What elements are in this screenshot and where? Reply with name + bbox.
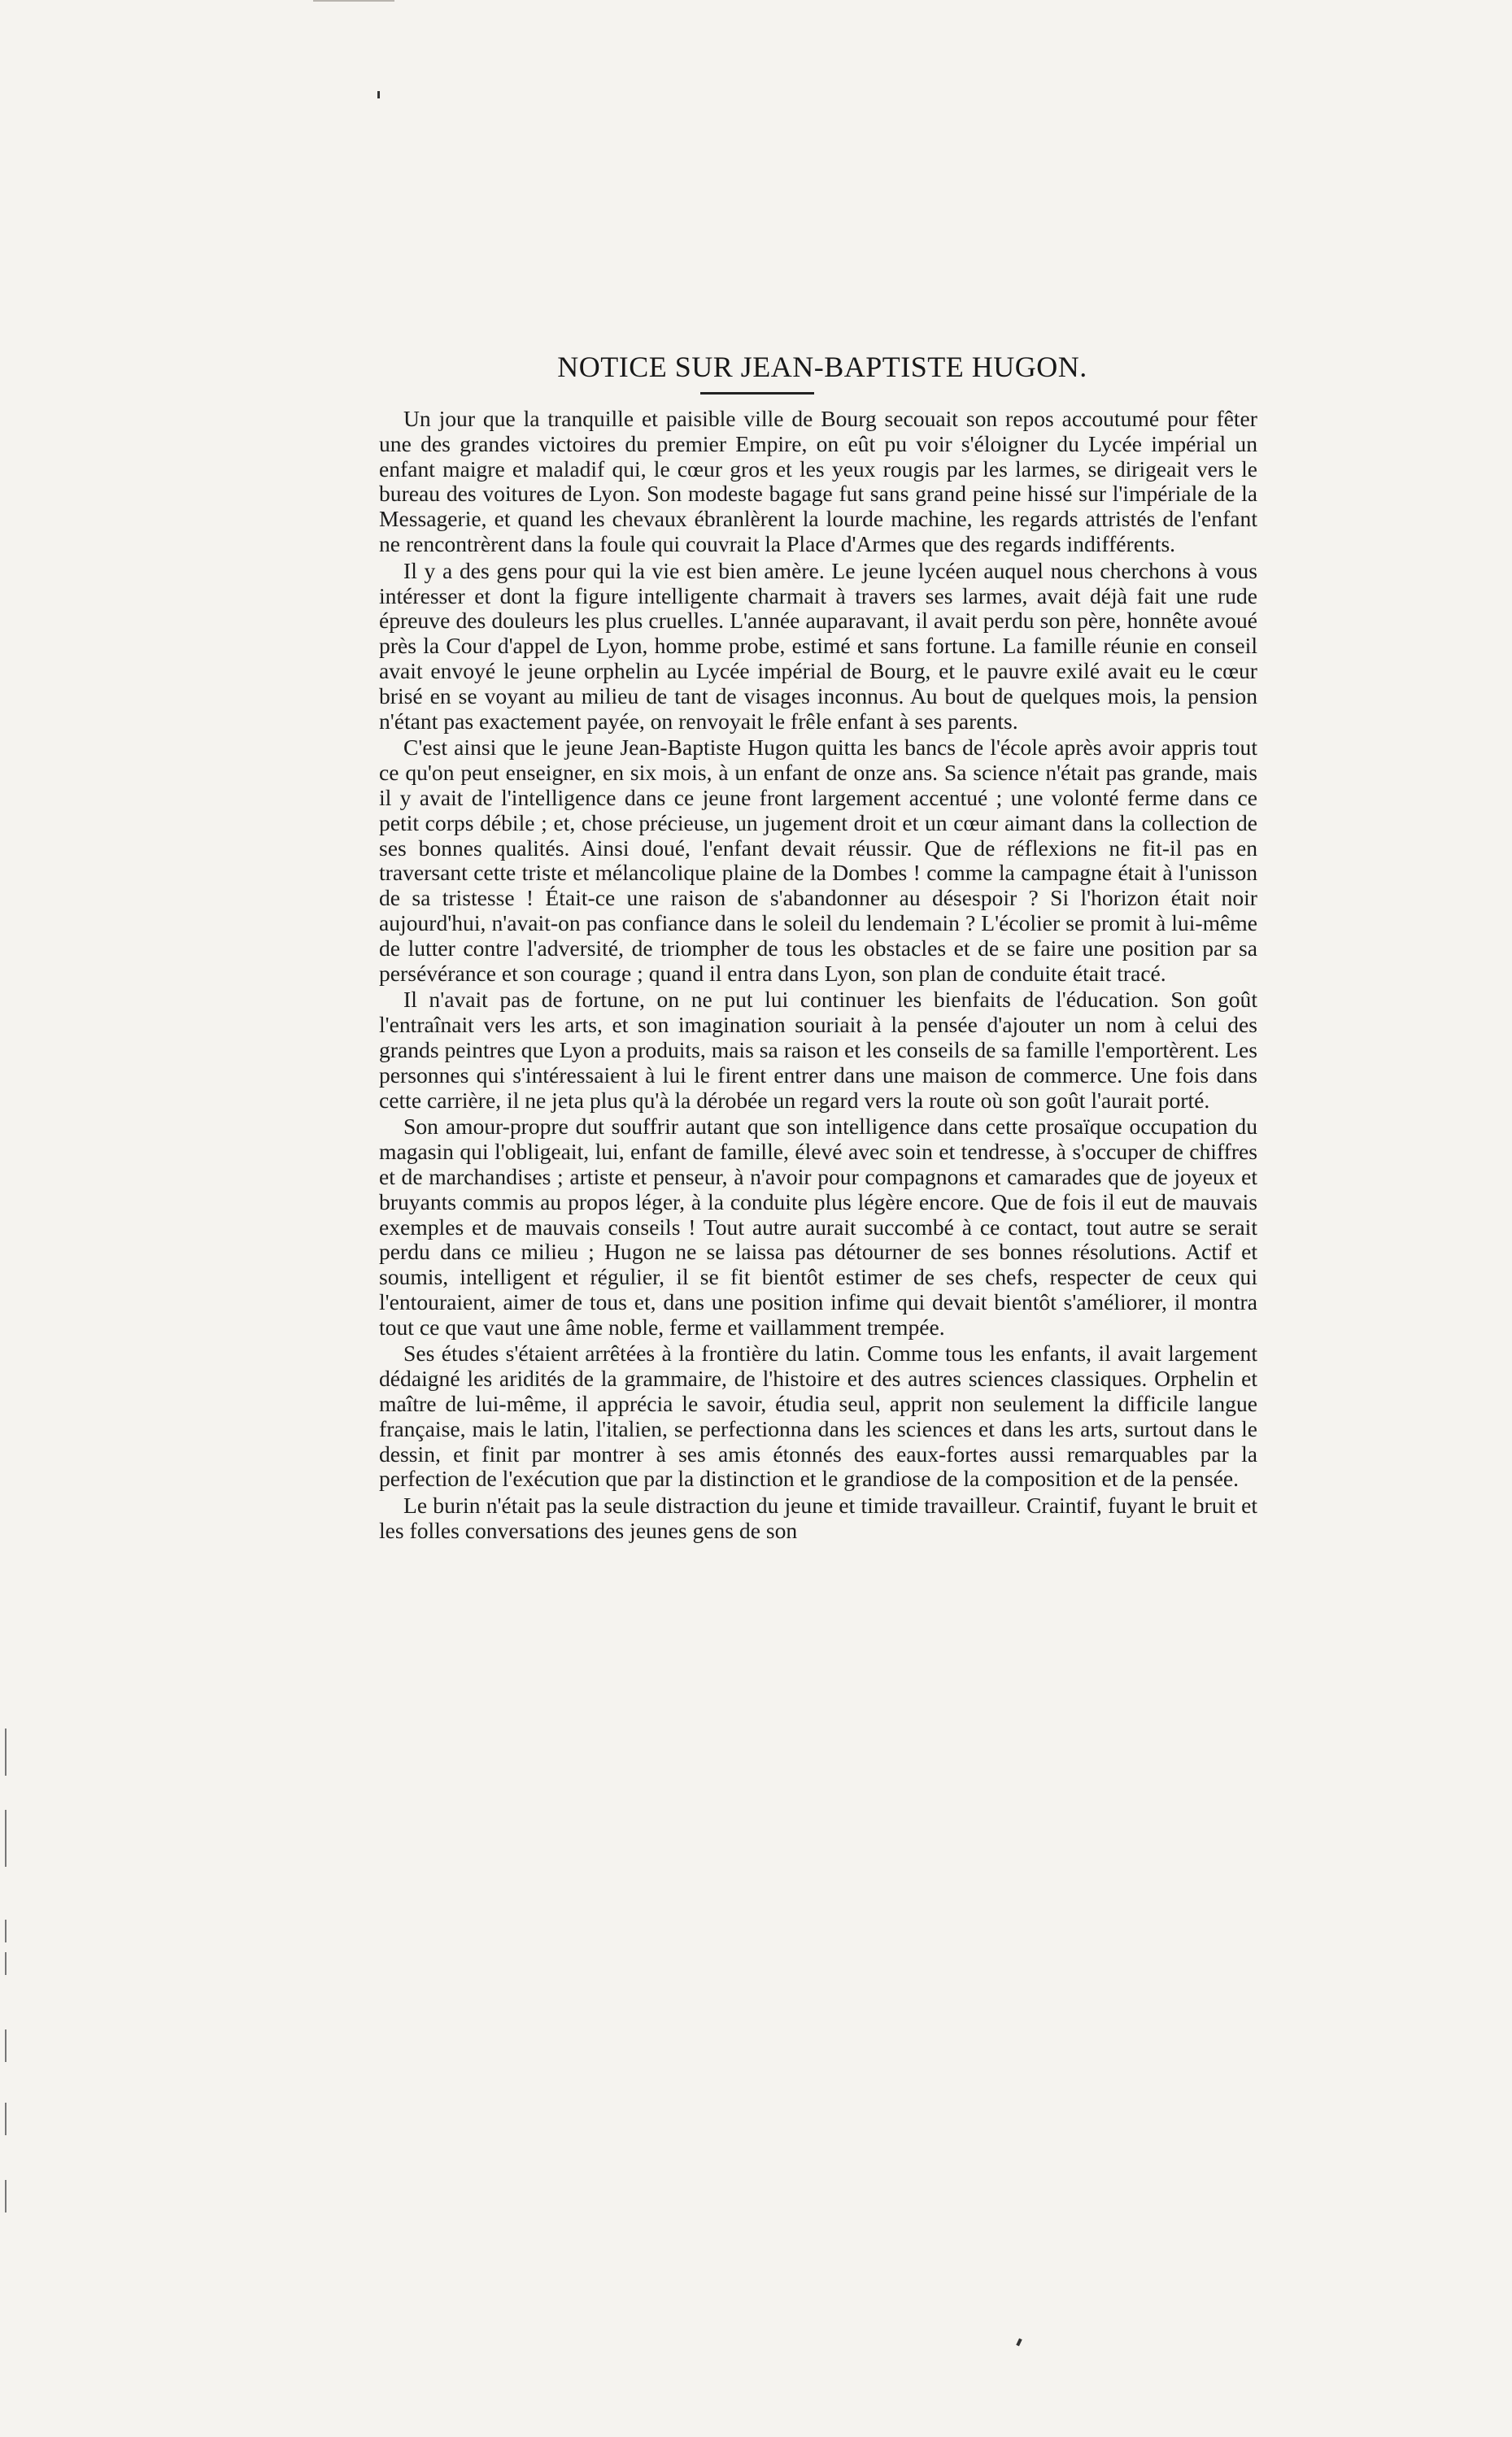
binding-mark xyxy=(5,1920,7,1942)
binding-mark xyxy=(5,2029,7,2062)
binding-mark xyxy=(5,2103,7,2135)
paragraph: Son amour-propre dut souffrir autant que son intelligence dans cette prosaïque occupation du magasin qui l'obligeait, lui, enfant de famille, élevé avec soin et tendresse, à s'occuper de chiffres et de marchandises ; artiste et penseur, à n'avoir pour compagnons et camarades que de joyeux et bruyants commis au propos léger, à la conduite plus légère encore. Que de fois il eut de mauvais exemples et de mauvais conseils ! Tout autre aurait succombé à ce contact, tout autre se serait perdu dans ce milieu ; Hugon ne se laissa pas détourner de ses bonnes résolutions. Actif et soumis, intelligent et régulier, il se fit bientôt estimer de ses chefs, respecter de ceux qui l'entouraient, aimer de tous et, dans une position infime qui devait bientôt s'améliorer, il montra tout ce que vaut une âme noble, ferme et vaillamment trempée. xyxy=(379,1114,1257,1340)
paragraph: Le burin n'était pas la seule distraction du jeune et timide travailleur. Craintif, fuyant le bruit et les folles conversations des jeunes gens de son xyxy=(379,1493,1257,1544)
paragraph: Ses études s'étaient arrêtées à la frontière du latin. Comme tous les enfants, il avait largement dédaigné les aridités de la grammaire, de l'histoire et des autres sciences classiques. Orphelin et maître de lui-même, il apprécia le savoir, étudia seul, apprit non seulement la difficile langue française, mais le latin, l'italien, se perfectionna dans les sciences et dans les arts, surtout dans le dessin, et finit par montrer à ses amis étonnés des eaux-fortes aussi remarquables par la perfection de l'exécution que par la distinction et le grandiose de la composition et de la pensée. xyxy=(379,1341,1257,1492)
binding-mark xyxy=(5,2180,7,2212)
paragraph: Il y a des gens pour qui la vie est bien amère. Le jeune lycéen auquel nous cherchons à vous intéresser et dont la figure intelligente charmait à travers ses larmes, avait déjà fait une rude épreuve des douleurs les plus cruelles. L'année auparavant, il avait perdu son père, honnête avoué près la Cour d'appel de Lyon, homme probe, estimé et sans fortune. La famille réunie en conseil avait envoyé le jeune orphelin au Lycée impérial de Bourg, et le pauvre exilé avait eu le cœur brisé en se voyant au milieu de tant de visages inconnus. Au bout de quelques mois, la pension n'étant pas exactement payée, on renvoyait le frêle enfant à ses parents. xyxy=(379,557,1257,734)
paragraph: Il n'avait pas de fortune, on ne put lui continuer les bienfaits de l'éducation. Son goût l'entraînait vers les arts, et son imagination souriait à la pensée d'ajouter un nom à celui des grands peintres que Lyon a produits, mais sa raison et les conseils de sa famille l'emportèrent. Les personnes qui s'intéressaient à lui le firent entrer dans une maison de commerce. Une fois dans cette carrière, il ne jeta plus qu'à la dérobée un regard vers la route où son goût l'aurait porté. xyxy=(379,987,1257,1113)
title-underline xyxy=(700,392,814,395)
binding-mark xyxy=(5,1810,7,1867)
ink-speck xyxy=(377,91,380,98)
binding-mark xyxy=(5,1952,7,1975)
scan-edge-line xyxy=(313,0,394,2)
binding-mark xyxy=(5,1729,7,1776)
paragraph: Un jour que la tranquille et paisible ville de Bourg secouait son repos accoutumé pour fêter une des grandes victoires du premier Empire, on eût pu voir s'éloigner du Lycée impérial un enfant maigre et maladif qui, le cœur gros et les yeux rougis par les larmes, se dirigeait vers le bureau des voitures de Lyon. Son modeste bagage fut sans grand peine hissé sur l'impériale de la Messagerie, et quand les chevaux ébranlèrent la lourde machine, les regards attristés de l'enfant ne rencontrèrent dans la foule qui couvrait la Place d'Armes que des regards indifférents. xyxy=(379,406,1257,556)
ink-speck xyxy=(1016,2339,1022,2347)
body-text xyxy=(379,407,1257,1545)
paragraph: C'est ainsi que le jeune Jean-Baptiste Hugon quitta les bancs de l'école après avoir appris tout ce qu'on peut enseigner, en six mois, à un enfant de onze ans. Sa science n'était pas grande, mais il y avait de l'intelligence dans ce jeune front largement accentué ; une volonté ferme dans ce petit corps débile ; et, chose précieuse, un jugement droit et un cœur aimant dans la collection de ses bonnes qualités. Ainsi doué, l'enfant devait réussir. Que de réflexions ne fit-il pas en traversant cette triste et mélancolique plaine de la Dombes ! comme la campagne était à l'unisson de sa tristesse ! Était-ce une raison de s'abandonner au désespoir ? Si l'horizon était noir aujourd'hui, n'avait-on pas confiance dans le soleil du lendemain ? L'écolier se promit à lui-même de lutter contre l'adversité, de triompher de tous les obstacles et de se faire une position par sa persévérance et son courage ; quand il entra dans Lyon, son plan de conduite était tracé. xyxy=(379,735,1257,986)
page-title: NOTICE SUR JEAN-BAPTISTE HUGON. xyxy=(557,351,1087,383)
